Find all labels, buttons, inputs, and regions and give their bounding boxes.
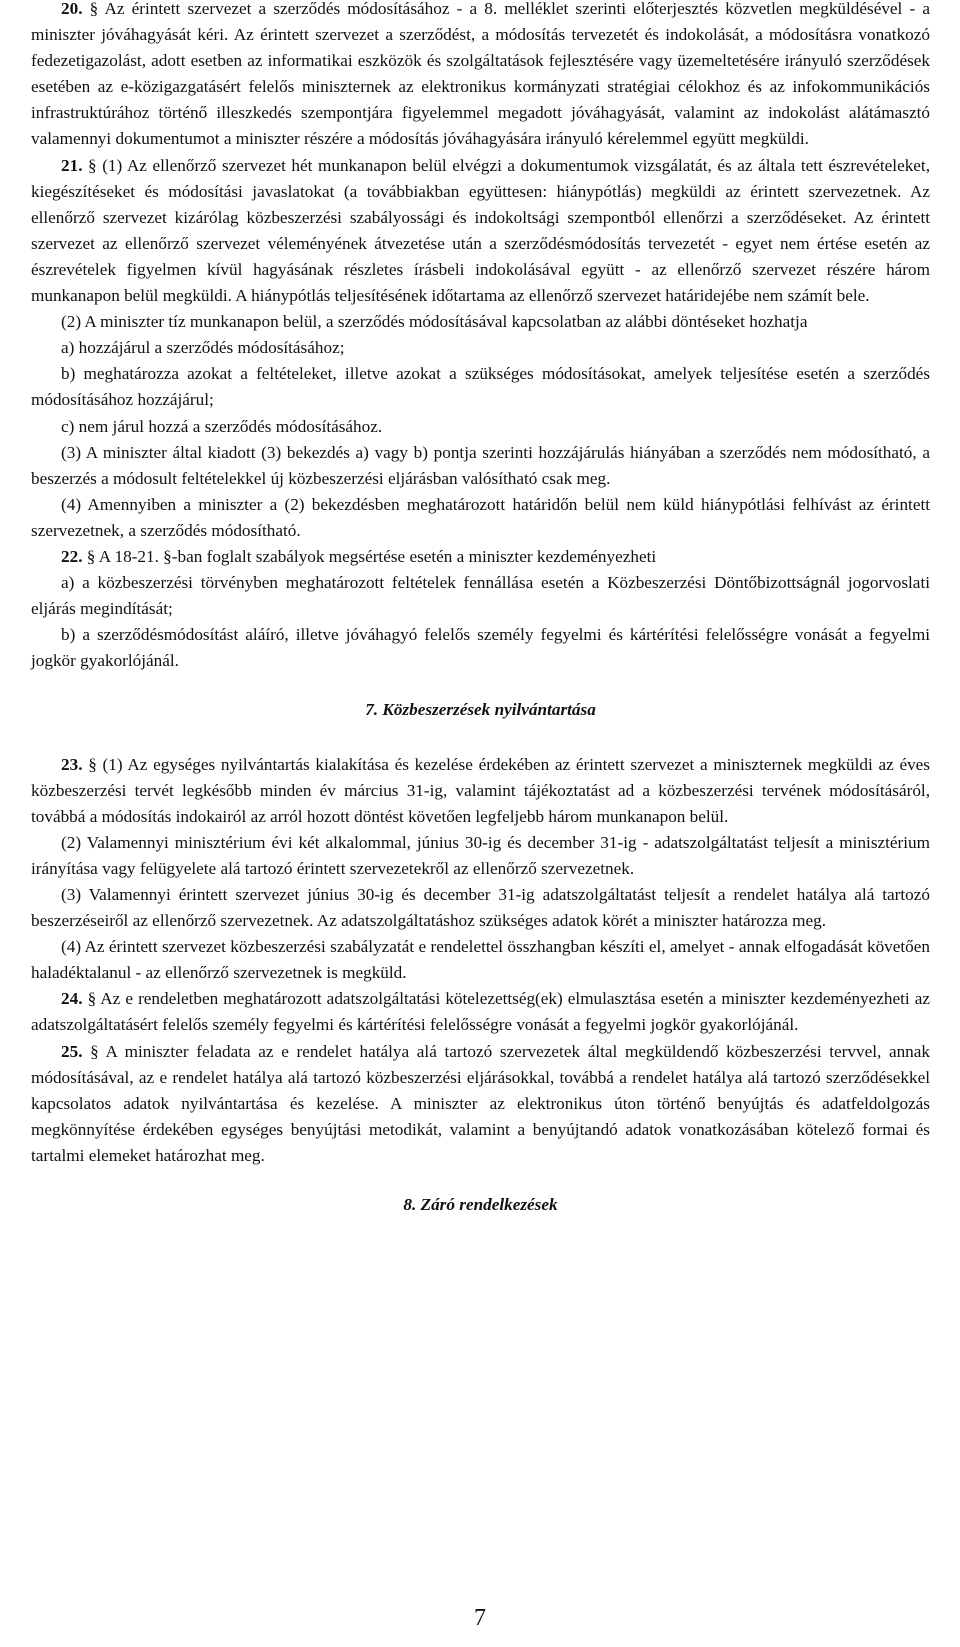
list-item-c: c) nem járul hozzá a szerződés módosításához.: [61, 416, 383, 436]
list-item-b: b) a szerződésmódosítást aláíró, illetve jóváhagyó felelős személy fegyelmi és kártérítési felelősségre vonását a fegyelmi jogkör gyakorlójánál.: [31, 625, 930, 671]
paragraph-text: § (1) Az egységes nyilvántartás kialakítása és kezelése érdekében az érintett szervezet a miniszternek megküldi az éves közbeszerzési tervét legkésőbb minden év március 31-ig, valamint tájékoztatást ad a közbeszerzési tervének módosításáról, továbbá a módosítás indokairól az arról hozott döntést követően legfeljebb három munkanapon belül.: [31, 754, 930, 826]
document-body: [31, 0, 930, 1218]
paragraph-25: [31, 1039, 930, 1169]
paragraph-22: [31, 544, 930, 570]
section-heading: 8. Záró rendelkezések: [403, 1195, 558, 1215]
paragraph-21-3: (3) A miniszter által kiadott (3) bekezdés a) vagy b) pontja szerinti hozzájárulás hiányában a szerződés nem módosítható, a beszerzés a módosult feltételekkel új közbeszerzési eljárásban valósítható csak meg.: [31, 442, 930, 488]
paragraph-23-4: (4) Az érintett szervezet közbeszerzési szabályzatát e rendelettel összhangban készíti el, amelyet - annak elfogadását követően haladéktalanul - az ellenőrző szervezetnek is megküld.: [31, 937, 930, 983]
paragraph-23: [31, 752, 930, 830]
spacer: [31, 1169, 930, 1192]
paragraph-text: § A 18-21. §-ban foglalt szabályok megsértése esetén a miniszter kezdeményezheti: [86, 546, 657, 566]
paragraph-text: § A miniszter feladata az e rendelet hatálya alá tartozó szervezetek által megküldendő közbeszerzési tervvel, annak módosításával, az e rendelet hatálya alá tartozó közbeszerzési eljárásokkal, továbbá a rendelet hatálya alá tartozó szerződésekkel kapcsolatos adatok nyilvántartása és kezelése. A miniszter az elektronikus úton történő benyújtás és adatfeldolgozás megkönnyítése érdekében egységes benyújtási metodikát, valamint a benyújtandó adatok vonatkozásában kötelező formai és tartalmi elemeket határozhat meg.: [31, 1041, 931, 1165]
paragraph-21: [31, 153, 930, 310]
section-number: 20.: [61, 0, 83, 18]
paragraph-23-2: (2) Valamennyi minisztérium évi két alkalommal, június 30-ig és december 31-ig - adatszolgáltatást teljesít a minisztérium irányítása vagy felügyelete alá tartozó érintett szervezetekről az ellenőrző szervezetnek.: [31, 832, 930, 878]
paragraph-24: [31, 986, 930, 1038]
spacer: [31, 674, 930, 697]
paragraph-20: [31, 0, 930, 153]
paragraph-21-4: (4) Amennyiben a miniszter a (2) bekezdésben meghatározott határidőn belül nem küld hiánypótlási felhívást az érintett szervezetnek, a szerződés módosítható.: [31, 494, 930, 540]
section-number: 24.: [61, 989, 83, 1009]
section-number: 23.: [61, 754, 83, 774]
section-heading: 7. Közbeszerzések nyilvántartása: [365, 700, 596, 720]
paragraph-text: § Az e rendeletben meghatározott adatszolgáltatási kötelezettség(ek) elmulasztása esetén a miniszter kezdeményezheti az adatszolgáltatásért felelős személy fegyelmi és kártérítési felelősségre vonását a fegyelmi jogkör gyakorlójánál.: [31, 989, 931, 1035]
section-number: 21.: [61, 155, 83, 175]
paragraph-text: § (1) Az ellenőrző szervezet hét munkanapon belül elvégzi a dokumentumok vizsgálatát, és az általa tett észrevételeket, kiegészítéseket és módosítási javaslatokat (a továbbiakban együttesen: hiánypótlás) megküldi az érintett szervezetnek. Az ellenőrző szervezet kizárólag közbeszerzési szabályossági és indokoltsági szempontból ellenőrzi a szerződéseket. Az érintett szervezet az ellenőrző szervezet véleményének átvezetése után a szerződésmódosítás tervezetét - egyet nem értése esetén az észrevételek figyelmen kívül hagyásának részletes írásbeli indokolásával együtt - az ellenőrző szervezet részére három munkanapon belül megküldi. A hiánypótlás teljesítésének időtartama az ellenőrző szervezet határidejébe nem számít bele.: [31, 155, 930, 306]
section-number: 22.: [61, 546, 83, 566]
list-item-a: a) a közbeszerzési törvényben meghatározott feltételek fennállása esetén a Közbeszerzési Döntőbizottságnál jogorvoslati eljárás megindítását;: [31, 573, 930, 619]
page-number: 7: [474, 1605, 486, 1631]
list-item-a: a) hozzájárul a szerződés módosításához;: [61, 338, 345, 358]
spacer: [31, 724, 930, 752]
list-item-b: b) meghatározza azokat a feltételeket, illetve azokat a szükséges módosításokat, amelyek teljesítése esetén a szerződés módosításához hozzájárul;: [31, 364, 930, 410]
section-number: 25.: [61, 1041, 83, 1061]
paragraph-text: § Az érintett szervezet a szerződés módosításához - a 8. melléklet szerinti előterjesztés közvetlen megküldésével - a miniszter jóváhagyását kéri. Az érintett szervezet a szerződést, a módosítás tervezetét és indokolását, a módosításra vonatkozó fedezetigazolást, adott esetben az informatikai eszközök és szolgáltatások fejlesztésére vagy üzemeltetésére irányuló szerződések esetében az e-közigazgatásért felelős miniszternek az elektronikus kormányzati stratégiai célokhoz és az infokommunikációs infrastruktúrához történő illeszkedés szempontjára figyelemmel megadott jóváhagyását, valamint az indokolást alátámasztó valamennyi dokumentumot a miniszter részére a módosítás jóváhagyására irányuló kérelemmel együtt megküldi.: [31, 0, 930, 149]
paragraph-21-2: (2) A miniszter tíz munkanapon belül, a szerződés módosításával kapcsolatban az alábbi döntéseket hozhatja: [61, 312, 808, 332]
paragraph-23-3: (3) Valamennyi érintett szervezet június 30-ig és december 31-ig adatszolgáltatást teljesít a rendelet hatálya alá tartozó beszerzéseiről az ellenőrző szervezetnek. Az adatszolgáltatáshoz szükséges adatok körét a miniszter határozza meg.: [31, 885, 930, 931]
